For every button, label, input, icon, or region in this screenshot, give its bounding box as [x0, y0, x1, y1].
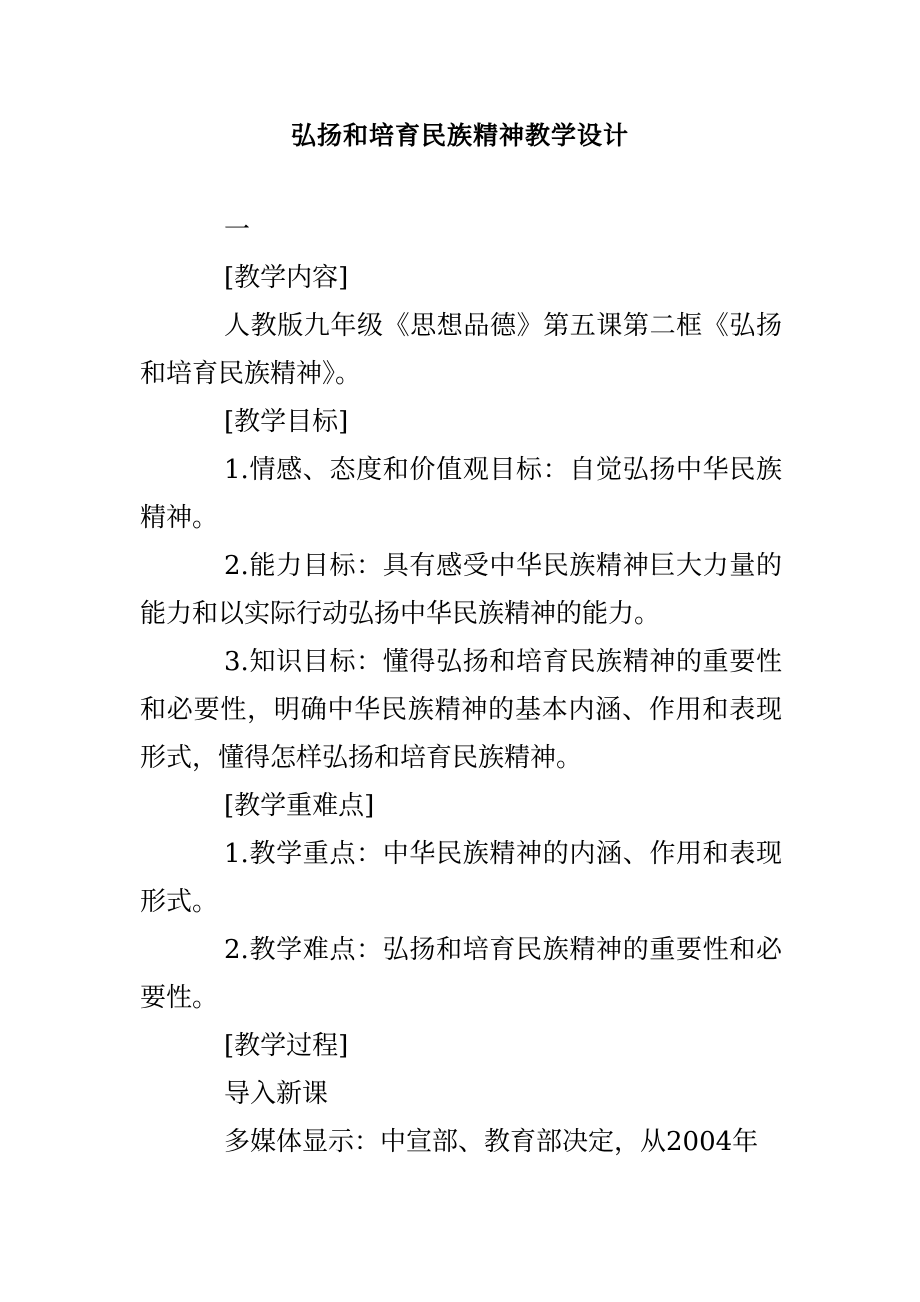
heading-teaching-process: [教学过程] — [224, 1031, 349, 1061]
paragraph-multimedia: 多媒体显示：中宣部、教育部决定，从2004年 — [224, 1127, 759, 1157]
paragraph-difficult-point: 2.教学难点：弘扬和培育民族精神的重要性和必要性。 — [140, 935, 782, 1013]
paragraph-introduction: 导入新课 — [224, 1079, 329, 1109]
paragraph-textbook: 人教版九年级《思想品德》第五课第二框《弘扬和培育民族精神》。 — [140, 311, 782, 389]
paragraph-goal-emotion: 1.情感、态度和价值观目标：自觉弘扬中华民族精神。 — [140, 455, 782, 533]
paragraph-goal-ability: 2.能力目标：具有感受中华民族精神巨大力量的能力和以实际行动弘扬中华民族精神的能力。 — [140, 551, 782, 629]
paragraph-goal-knowledge: 3.知识目标：懂得弘扬和培育民族精神的重要性和必要性，明确中华民族精神的基本内涵、作用和表现形式，懂得怎样弘扬和培育民族精神。 — [140, 647, 782, 773]
heading-key-points: [教学重难点] — [224, 791, 375, 821]
paragraph-key-point: 1.教学重点：中华民族精神的内涵、作用和表现形式。 — [140, 839, 782, 917]
section-number: 一 — [224, 215, 251, 245]
document-body — [140, 206, 782, 1166]
document-title: 弘扬和培育民族精神教学设计 — [290, 121, 629, 150]
heading-teaching-goals: [教学目标] — [224, 407, 349, 437]
heading-teaching-content: [教学内容] — [224, 263, 349, 293]
